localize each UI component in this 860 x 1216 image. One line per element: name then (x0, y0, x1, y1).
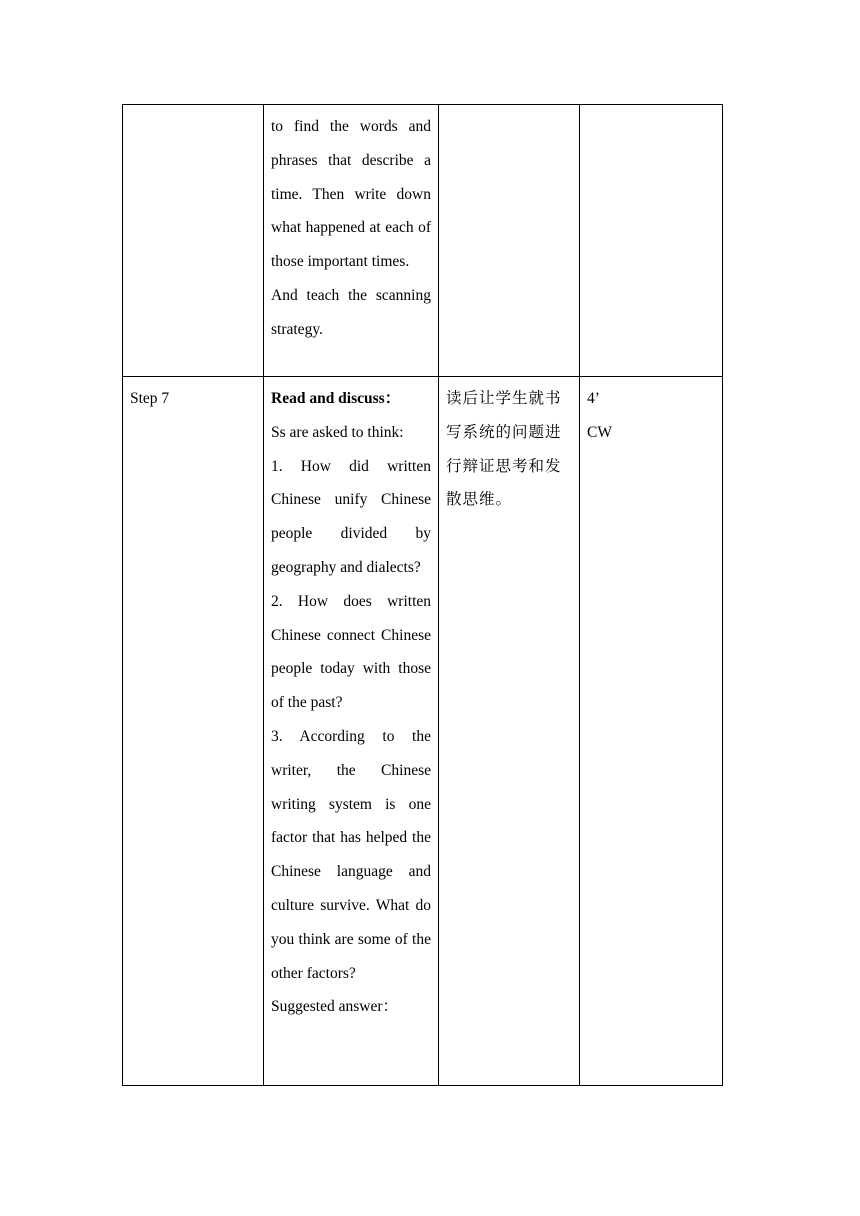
purpose-cell: 读后让学生就书写系统的问题进行辩证思考和发散思维。 (439, 377, 580, 1086)
table-row (123, 105, 723, 377)
question-item: 2. How does written Chinese connect Chinese people today with those of the past? (271, 592, 431, 712)
activity-intro: Ss are asked to think: (271, 423, 404, 441)
mode-value: CW (587, 423, 612, 441)
purpose-cell (439, 105, 580, 377)
time-value: 4’ (587, 390, 600, 407)
time-cell (580, 105, 723, 377)
step-cell (123, 377, 264, 1086)
time-cell (580, 377, 723, 1086)
activity-paragraph: to find the words and phrases that describe a time. Then write down what happened at each of those important times. (271, 118, 431, 271)
lesson-plan-table (122, 104, 723, 1086)
activity-heading: Read and discuss： (271, 390, 401, 407)
step-cell (123, 105, 264, 377)
suggested-answer-label: Suggested answer： (271, 998, 398, 1016)
activity-cell (264, 377, 439, 1086)
question-item: 3. According to the writer, the Chinese writing system is one factor that has helped the Chinese language and culture survive. What do you think are some of the other factors? (271, 727, 431, 982)
table-row (123, 377, 723, 1086)
question-item: 1. How did written Chinese unify Chinese people divided by geography and dialects? (271, 457, 431, 576)
activity-cell (264, 105, 439, 377)
step-label: Step 7 (130, 390, 170, 407)
activity-paragraph: And teach the scanning strategy. (271, 286, 431, 338)
